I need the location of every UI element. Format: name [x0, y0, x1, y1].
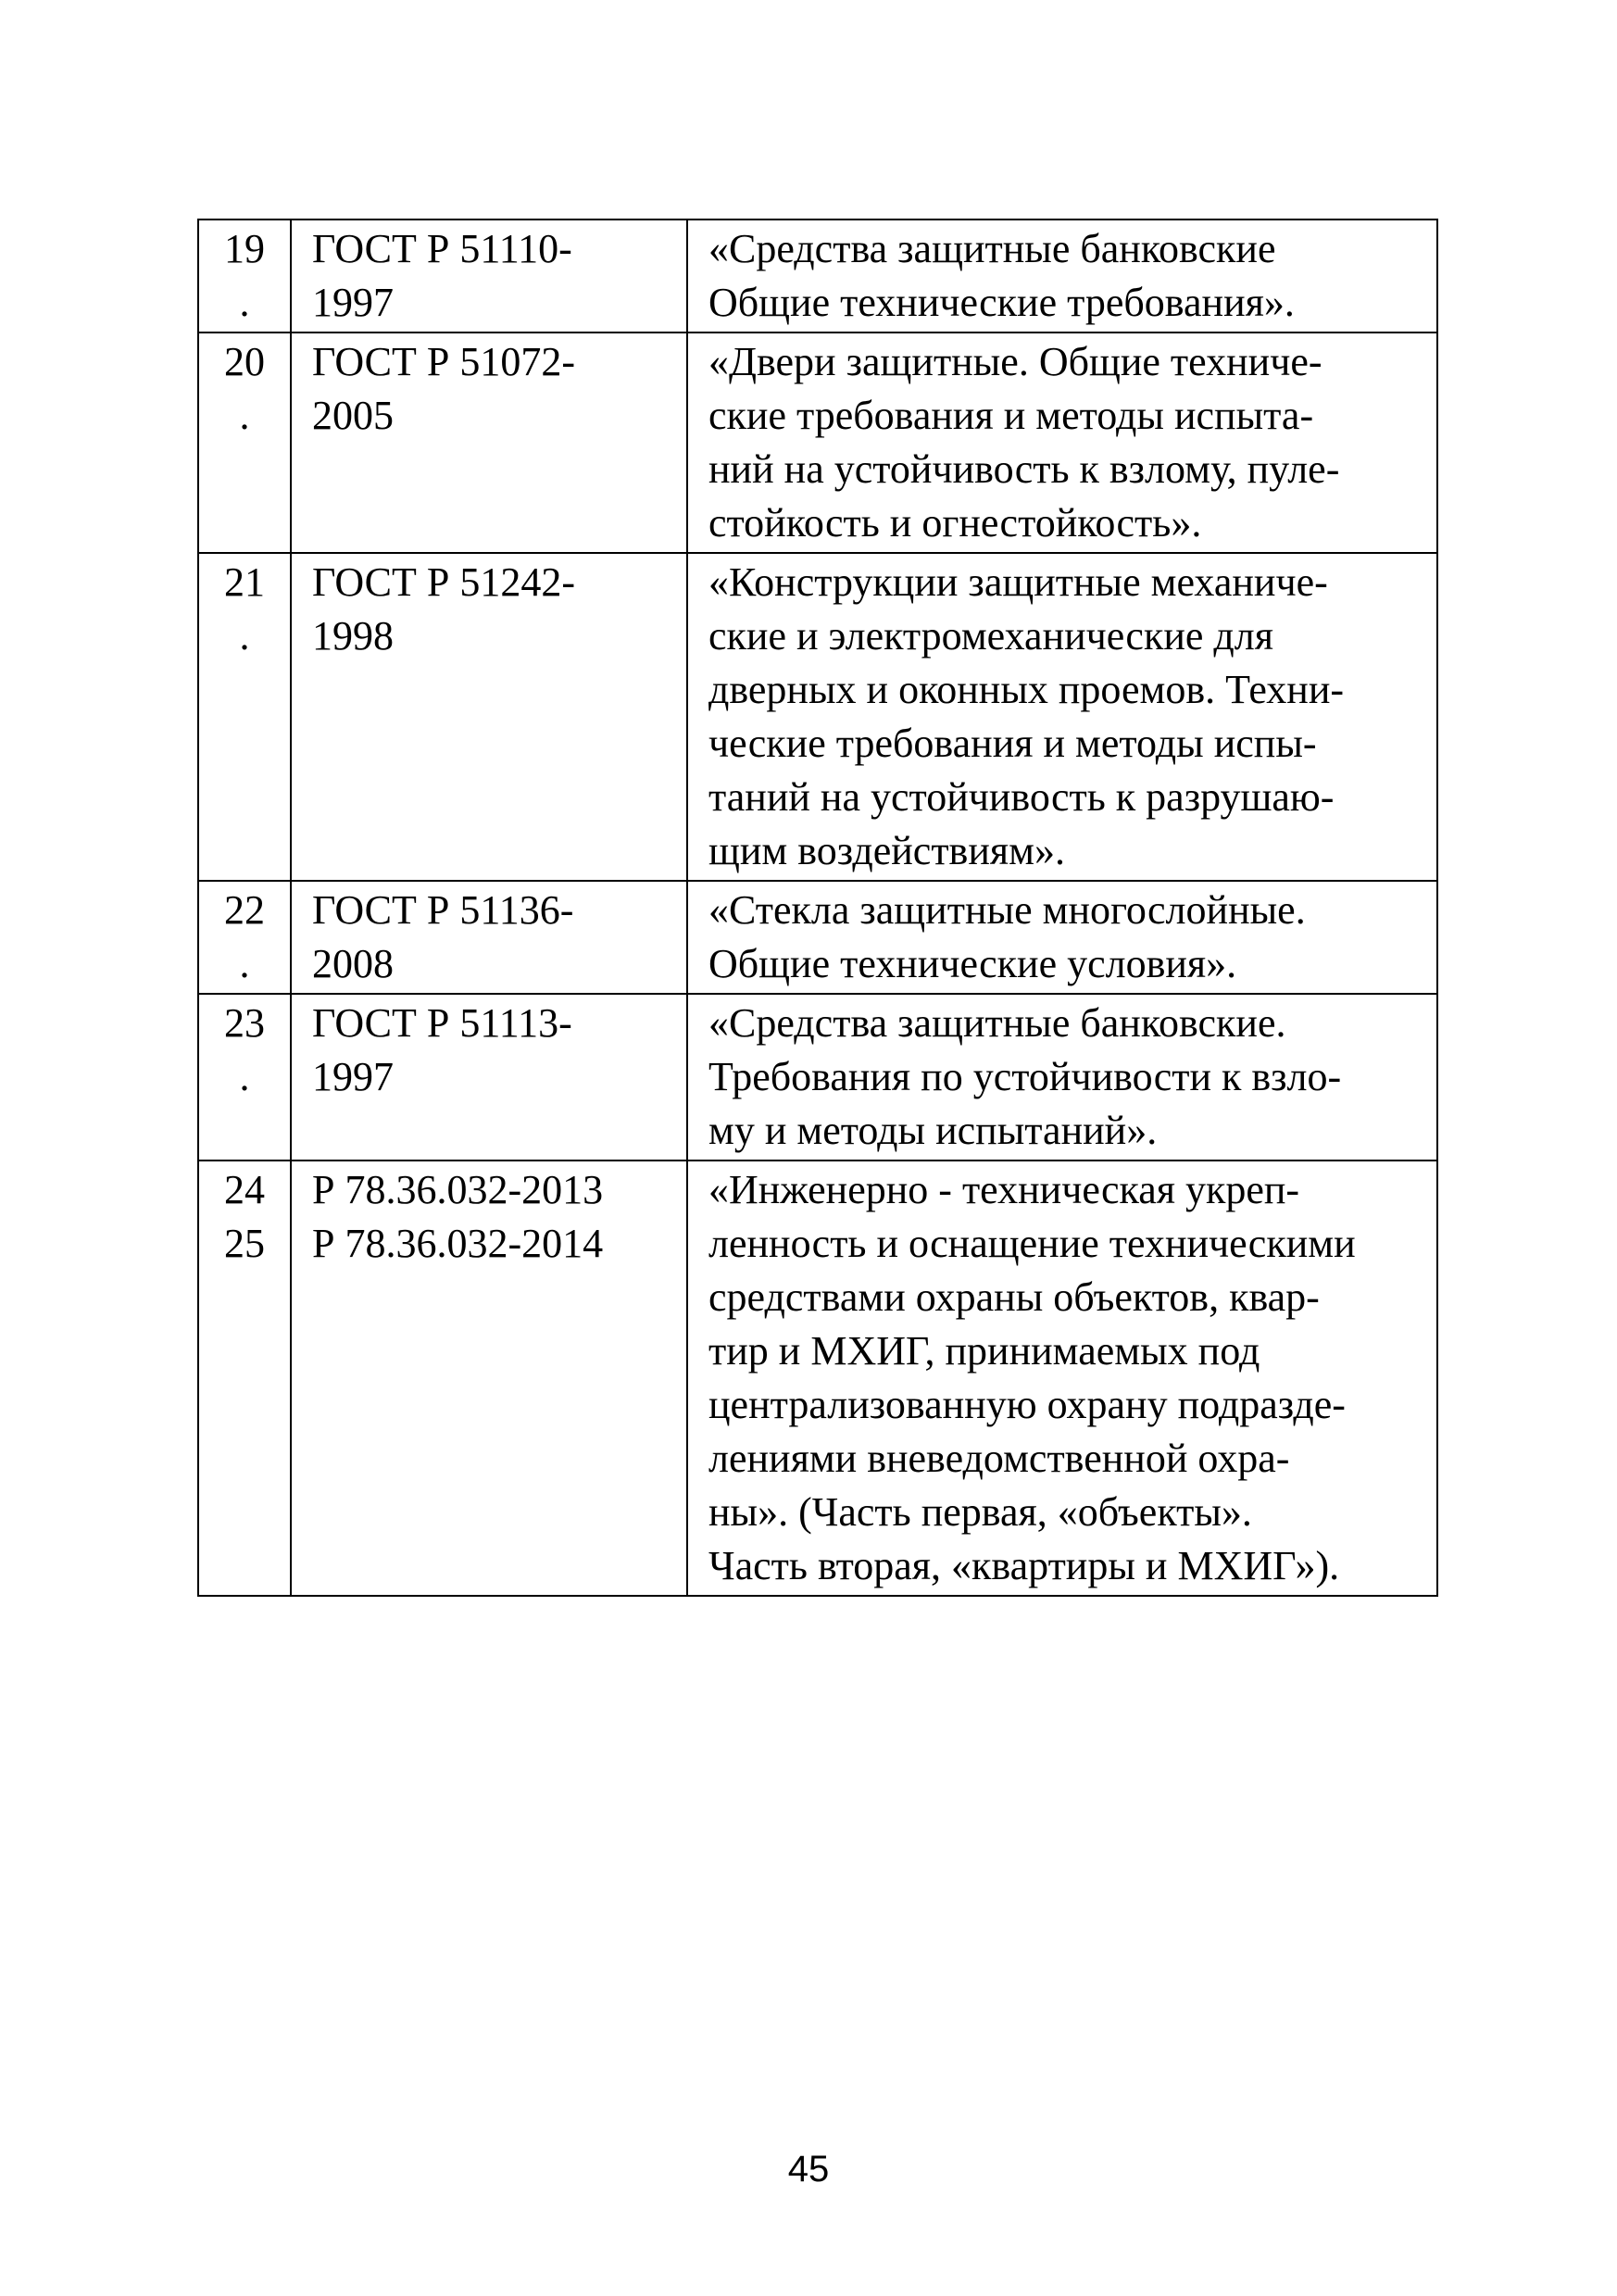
table-row — [198, 1161, 1437, 1596]
table-row — [198, 881, 1437, 994]
row-number: 22 . — [198, 881, 291, 994]
standard-code: Р 78.36.032-2013 Р 78.36.032-2014 — [291, 1161, 687, 1596]
row-number: 21 . — [198, 553, 291, 881]
standard-title: «Средства защитные банковские Общие технические требования». — [687, 220, 1437, 332]
standard-title: «Инженерно - техническая укреп- ленность и оснащение техническими средствами охраны объектов, квар- тир и МХИГ, принимаемых под централизованную охрану подразде- лениями вневедомственной охра- ны». (Часть первая, «объекты». Часть вторая, «квартиры и МХИГ»). — [687, 1161, 1437, 1596]
table-row — [198, 220, 1437, 332]
row-number: 19 . — [198, 220, 291, 332]
row-number: 20 . — [198, 332, 291, 553]
standard-title: «Двери защитные. Общие техниче- ские требования и методы испыта- ний на устойчивость к взлому, пуле- стойкость и огнестойкость». — [687, 332, 1437, 553]
table-row — [198, 994, 1437, 1161]
standard-title: «Средства защитные банковские. Требования по устойчивости к взло- му и методы испытаний». — [687, 994, 1437, 1161]
standard-code: ГОСТ Р 51136- 2008 — [291, 881, 687, 994]
page-number: 45 — [787, 2149, 830, 2189]
standard-code: ГОСТ Р 51113- 1997 — [291, 994, 687, 1161]
standard-code: ГОСТ Р 51242- 1998 — [291, 553, 687, 881]
row-number: 23 . — [198, 994, 291, 1161]
standard-title: «Стекла защитные многослойные. Общие технические условия». — [687, 881, 1437, 994]
standard-title: «Конструкции защитные механиче- ские и электромеханические для дверных и оконных проемов. Техни- ческие требования и методы испы- таний на устойчивость к разрушаю- щим воздействиям». — [687, 553, 1437, 881]
standard-code: ГОСТ Р 51072- 2005 — [291, 332, 687, 553]
table-row — [198, 332, 1437, 553]
standard-code: ГОСТ Р 51110- 1997 — [291, 220, 687, 332]
standards-table — [197, 219, 1438, 1597]
table-row — [198, 553, 1437, 881]
row-number: 24 25 — [198, 1161, 291, 1596]
